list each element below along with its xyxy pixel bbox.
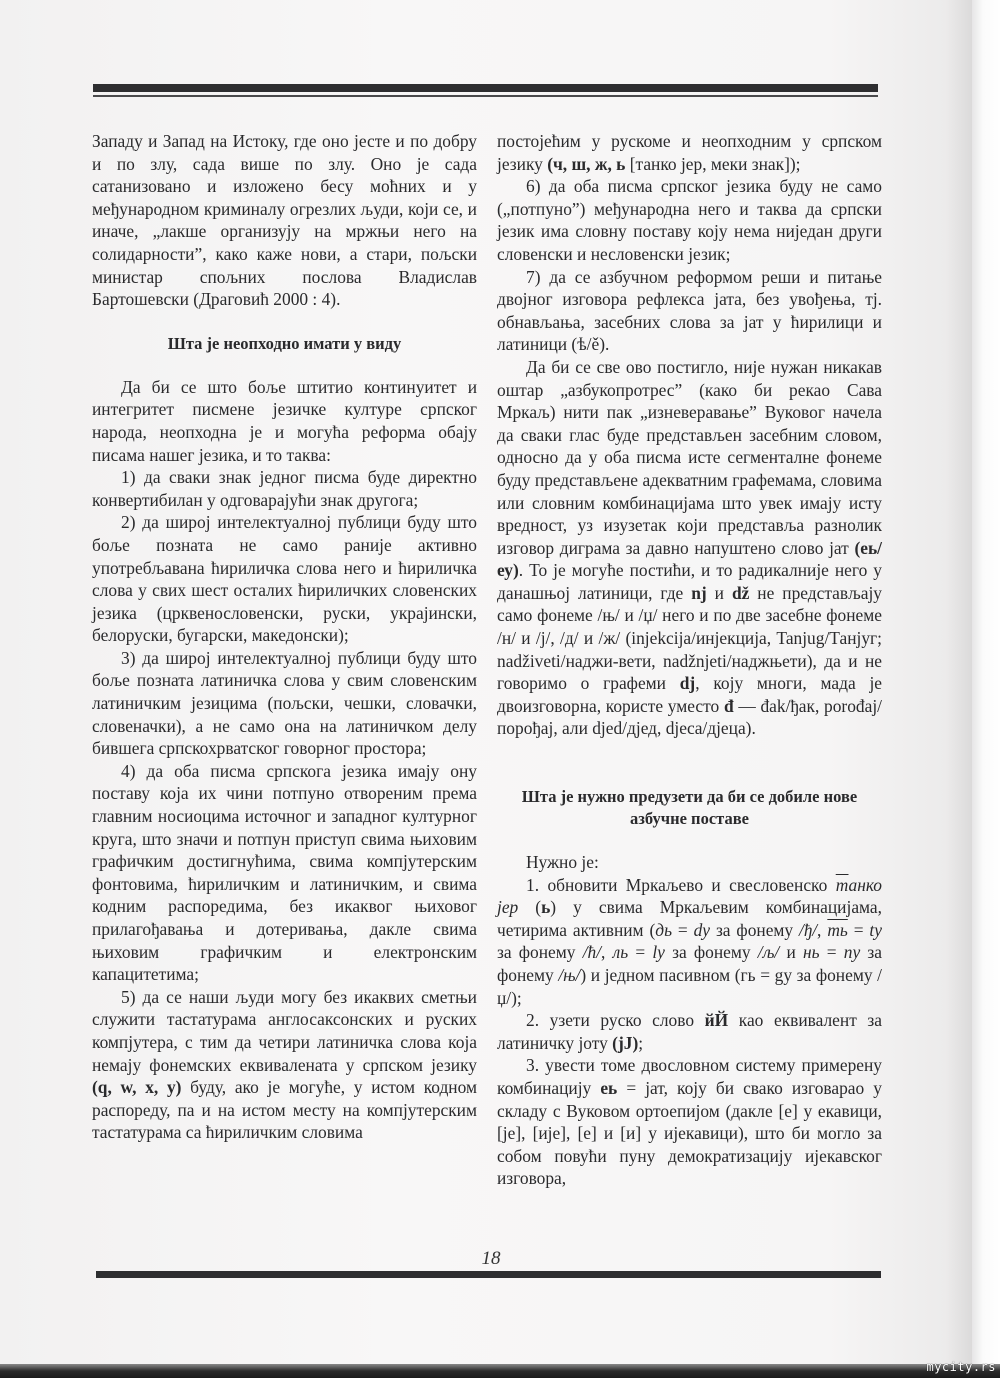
list-item-5: 5) да се наши људи могу без икаквих сметњи служити тастатурама англосаксонских и руских компјутера, с тим да четири латиничка слова која немају фонемских еквивалената у српском језику (q, w, x, y) буду, ако је могуће, у истом кодном распореду, па и на истом месту на компјутерским тастатурама са ћириличким словима (92, 986, 477, 1143)
page-edge-shadow (972, 0, 1000, 1378)
need-item-2: 2. узети руско слово йЙ као еквивалент за латиничку јоту (jJ); (497, 1010, 882, 1053)
header-rule-thick (93, 84, 878, 92)
list-item-4: 4) да оба писма српскога језика имају ону поставу која их чини потпуно отвореним према главним носиоцима источног и западног културног круга, што значи и потпун приступ свима њиховим графичким достигнућима, свима компјутерским фонтовима, ћириличким и латиничким, и свима кодним распоредима, без икаквог њиховог прилагођавања и дотеривања, дакле свима њиховим графичким и електронским капацитетима; (92, 760, 477, 985)
intro-paragraph: Западу и Запад на Истоку, где оно јесте и по добру и по злу, сада више по злу. Оно је сада сатанизовано и изложено бесу моћних и у међународном криминалу огрезлих људи, који се, и иначе, „лакше организују на мржњи него на солидарности”, како каже нови, а стари, пољски министар спољних послова Владислав Бартошевски (Драговић 2000 : 4). (92, 131, 477, 310)
right-column (497, 130, 882, 1190)
latin-letters: (q, w, x, y) (92, 1077, 182, 1098)
left-column (92, 130, 477, 1144)
list-item-5-continued: постојећим у рускоме и неопходним у српском језику (ч, ш, ж, ь [танко јер, меки знак]); (497, 131, 882, 174)
list-item-6: 6) да оба писма српског језика буду не само („потпуно”) међународна него и таква да српски језик има словну поставу коју нема ниједан други словенски и несловенски језик; (497, 176, 882, 264)
list-item-7: 7) да се азбучном реформом реши и питање двојног изговора рефлекса јата, без увођења, тј. обнављања, засебних слова за јат у ћирилици и латиници (ѣ/ě). (497, 266, 882, 355)
need-label: Нужно је: (526, 852, 599, 873)
section-heading-1: Шта је неопходно имати у виду (167, 333, 402, 353)
scanner-bottom-edge (0, 1364, 1000, 1378)
list-item-3: 3) да широј интелектуалној публици буду што боље позната латиничка слова у свим словенским латиничким језицима (пољски, чешки, словачки, словеначки), а не само она на латиничком делу бившега српскохрватског говорног простора; (92, 647, 477, 759)
main-paragraph: Да би се све ово постигло, није нужан никакав оштар „азбукопротрес” (како би рекао Сава Мркаљ) нити пак „изневеравање” Вуковог начела да сваки глас буде представљен засебним словом, односно да у оба писма исте сегменталне фонеме буду представљене адекватним графемама, словима или словним комбинацијама што увек имају исту вредност, уз изузетак који представља разнолик изговор диграма за давно напуштено слово јат (еь/еу). То је могуће постићи, и то радикалније него у данашњој латиници, где nj и dž не представљају само фонеме /њ/ и /џ/ него и по две засебне фонеме /н/ и /ј/, /д/ и /ж/ (injekcija/инјекција, Tanjug/Танјуг; nadživeti/наджи-вети, nadžnjeti/наджњети), да и не говоримо о графеми dj, коју многи, мада је двоизговорна, користе уместо đ — đak/ђак, porođaj/порођај, али djed/дјед, djeca/дјеца). (497, 356, 882, 739)
lead-paragraph: Да би се што боље штитио континуитет и интегритет писмене језичке културе српског народа, неопходна је и могућа реформа обају писама нашег језика, и то таква: (92, 376, 477, 465)
footer-rule (96, 1271, 881, 1278)
section-heading-2: Шта је нужно предузети да би се добиле нове азбучне поставе (521, 787, 858, 829)
cyrillic-letters: (ч, ш, ж, ь (547, 153, 626, 174)
need-item-3: 3. увести томе двословном систему примерену комбинацију еь = јат, коју би свако изговарао у складу с Вуковом ортоепијом (дакле [е] у екавици, [је], [ије], [е] и [и] у ијекавици), што би могло за собом повући пуну демократизацију ијекавског изговора, (497, 1055, 882, 1189)
header-rule-thin (93, 95, 878, 97)
list-item-2: 2) да широј интелектуалној публици буду што боље позната не само раније активно употребљавана ћириличка слова него и ћириличка слова у свих шест осталих ћириличких словенских језика (црквенословенски, руски, украјински, белоруски, бугарски, македонски); (92, 512, 477, 646)
page-number: 18 (481, 1248, 501, 1269)
list-item-1: 1) да сваки знак једног писма буде директно конвертибилан у одговарајући знак другога; (92, 467, 477, 510)
need-item-1: 1. обновити Мркаљево и свесловенско танко јер (ь) у свима Мркаљевим комбинацијама, четирима активним (дь = dy за фонему /ђ/, ть = ty за фонему /ћ/, ль = ly за фонему /љ/ и нь = ny за фонему /њ/) и једном пасивном (гь = gy за фонему /џ/); (497, 874, 882, 1008)
watermark: mycity.rs (926, 1360, 996, 1374)
